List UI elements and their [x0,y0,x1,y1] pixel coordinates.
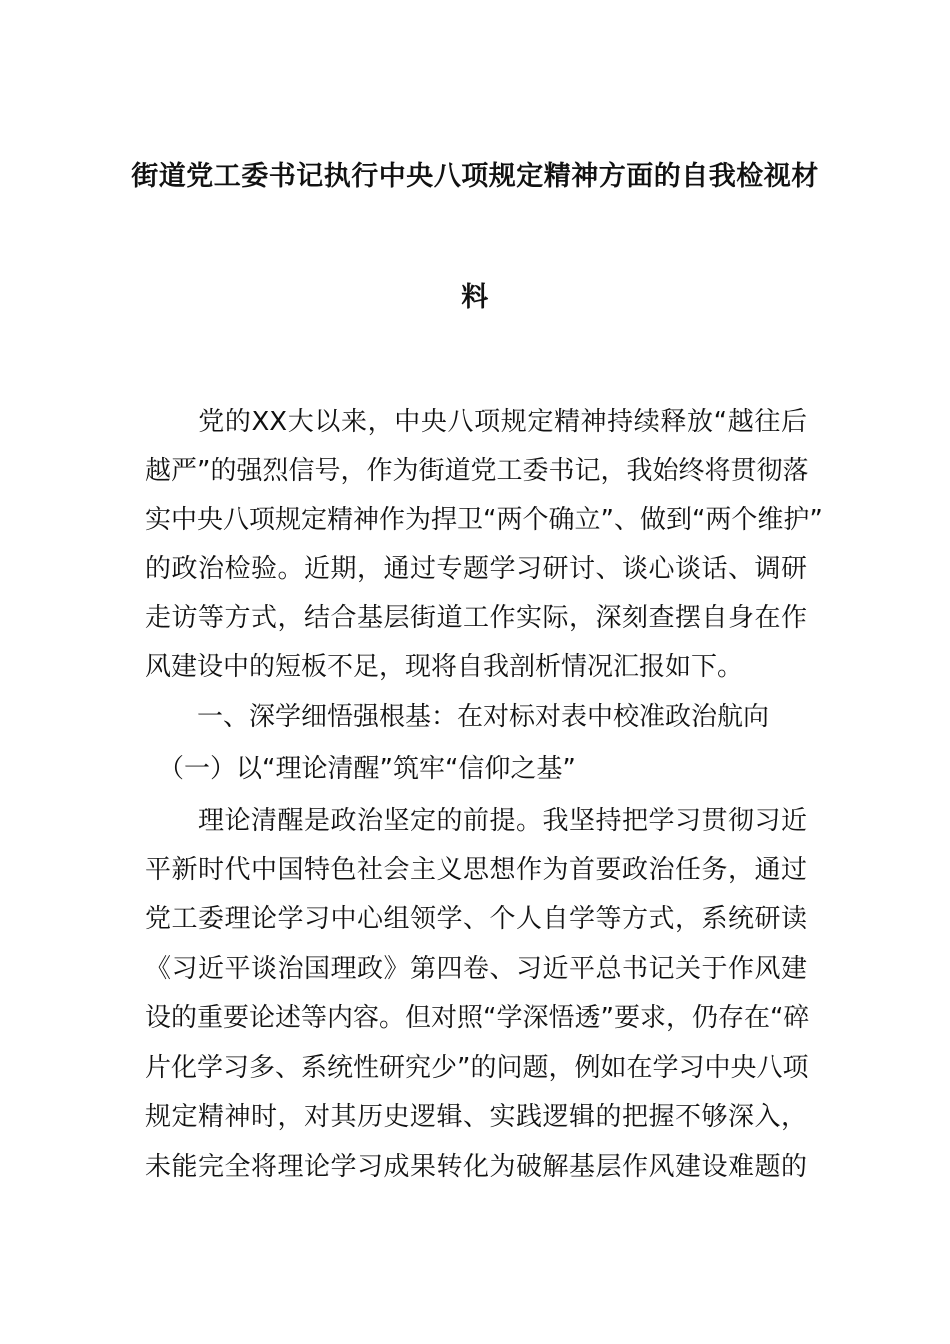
paragraph-line: 实中央八项规定精神作为捍卫“两个确立”、做到“两个维护” [145,505,823,535]
paragraph-line: 越严”的强烈信号，作为街道党工委书记，我始终将贯彻落 [145,456,809,486]
paragraph-line: 的政治检验。近期，通过专题学习研讨、谈心谈话、调研 [145,554,807,584]
section-heading: 一、深学细悟强根基：在对标对表中校准政治航向 [145,702,770,732]
paragraph-line: 片化学习多、系统性研究少”的问题，例如在学习中央八项 [145,1053,809,1083]
document-title-line-1: 街道党工委书记执行中央八项规定精神方面的自我检视材 [131,161,819,192]
section-subheading: （一）以“理论清醒”筑牢“信仰之基” [145,754,576,784]
paragraph-line: 党的XX大以来，中央八项规定精神持续释放“越往后 [145,407,807,437]
document-title-line-2: 料 [461,282,489,313]
paragraph-line: 规定精神时，对其历史逻辑、实践逻辑的把握不够深入， [145,1102,807,1132]
paragraph-line: 党工委理论学习中心组领学、个人自学等方式，系统研读 [145,904,807,934]
paragraph-line: 走访等方式，结合基层街道工作实际，深刻查摆自身在作 [145,603,807,633]
paragraph-line: 理论清醒是政治坚定的前提。我坚持把学习贯彻习近 [145,806,807,836]
paragraph-line: 《习近平谈治国理政》第四卷、习近平总书记关于作风建 [145,954,807,984]
paragraph-line: 风建设中的短板不足，现将自我剖析情况汇报如下。 [145,652,744,682]
paragraph-line: 未能完全将理论学习成果转化为破解基层作风建设难题的 [145,1152,807,1182]
paragraph-line: 设的重要论述等内容。但对照“学深悟透”要求，仍存在“碎 [145,1003,810,1033]
paragraph-line: 平新时代中国特色社会主义思想作为首要政治任务，通过 [145,855,807,885]
